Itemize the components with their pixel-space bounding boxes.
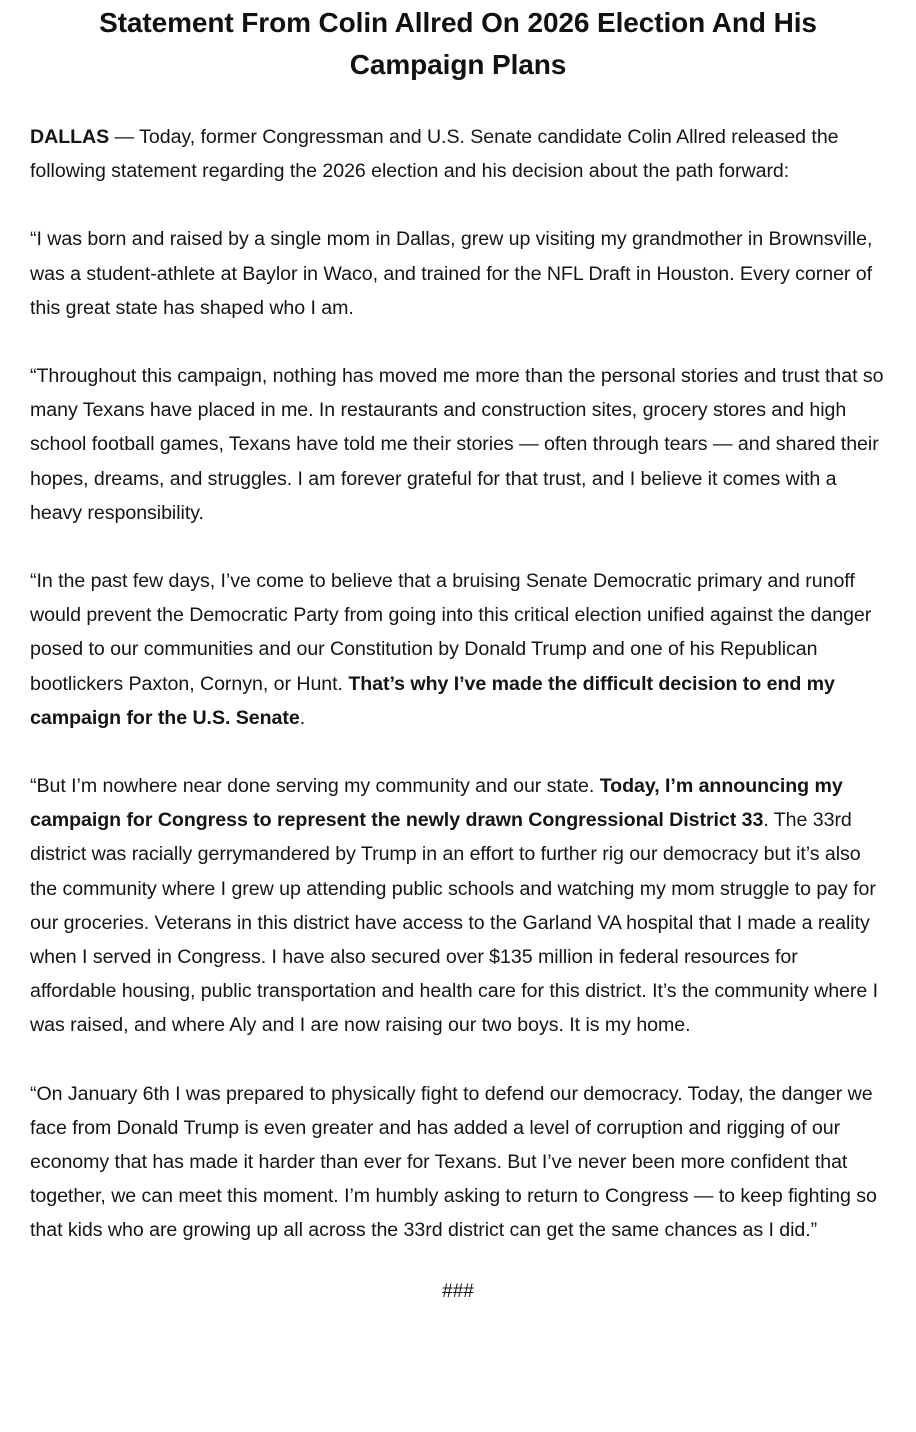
paragraph-text: “Throughout this campaign, nothing has moved me more than the personal stories and trust that so many Texans have placed in me. In restaurants and construction sites, grocery stores and high school football games, Texans have told me their stories — often through tears — and shared their hopes, dreams, and struggles. I am forever grateful for that trust, and I believe it comes with a heavy responsibility.: [30, 365, 884, 524]
intro-text: — Today, former Congressman and U.S. Senate candidate Colin Allred released the following statement regarding the 2026 election and his decision about the path forward:: [30, 126, 839, 183]
paragraph-text: “I was born and raised by a single mom in Dallas, grew up visiting my grandmother in Brownsville, was a student-athlete at Baylor in Waco, and trained for the NFL Draft in Houston. Every corner of this great state has shaped who I am.: [30, 228, 873, 319]
end-mark: ###: [442, 1280, 474, 1302]
dateline: DALLAS: [30, 126, 110, 148]
statement-paragraph-2: [30, 359, 886, 530]
page-title: Statement From Colin Allred On 2026 Election And His Campaign Plans: [99, 7, 817, 80]
paragraph-text: “In the past few days, I’ve come to believe that a bruising Senate Democratic primary and runoff would prevent the Democratic Party from going into this critical election unified against the danger posed to our communities and our Constitution by Donald Trump and one of his Republican bootlickers Paxton, Cornyn, or Hunt.: [30, 570, 872, 695]
paragraph-text: “But I’m nowhere near done serving my community and our state.: [30, 775, 600, 798]
paragraph-bold-text: That’s why I’ve made the difficult decision to end my campaign for the U.S. Senate: [30, 672, 835, 729]
statement-paragraph-5: [30, 1077, 886, 1248]
statement-paragraph-1: [30, 222, 886, 325]
paragraph-text-after: .: [299, 706, 306, 729]
paragraph-text: “On January 6th I was prepared to physically fight to defend our democracy. Today, the danger we face from Donald Trump is even greater and has added a level of corruption and rigging of our economy that has made it harder than ever for Texans. But I’ve never been more confident that together, we can meet this moment. I’m humbly asking to return to Congress — to keep fighting so that kids who are growing up all across the 33rd district can get the same chances as I did.”: [30, 1082, 877, 1242]
statement-paragraph-3: [30, 564, 886, 735]
paragraph-bold-text: Today, I’m announcing my campaign for Congress to represent the newly drawn Congressional District 33: [30, 775, 843, 832]
intro-paragraph: [30, 120, 886, 188]
paragraph-text-after: . The 33rd district was racially gerrymandered by Trump in an effort to further rig our democracy but it’s also the community where I grew up attending public schools and watching my mom struggle to pay for our groceries. Veterans in this district have access to the Garland VA hospital that I made a reality when I served in Congress. I have also secured over $135 million in federal resources for affordable housing, public transportation and health care for this district. It’s the community where I was raised, and where Aly and I are now raising our two boys. It is my home.: [30, 809, 879, 1037]
statement-paragraph-4: [30, 769, 886, 1043]
